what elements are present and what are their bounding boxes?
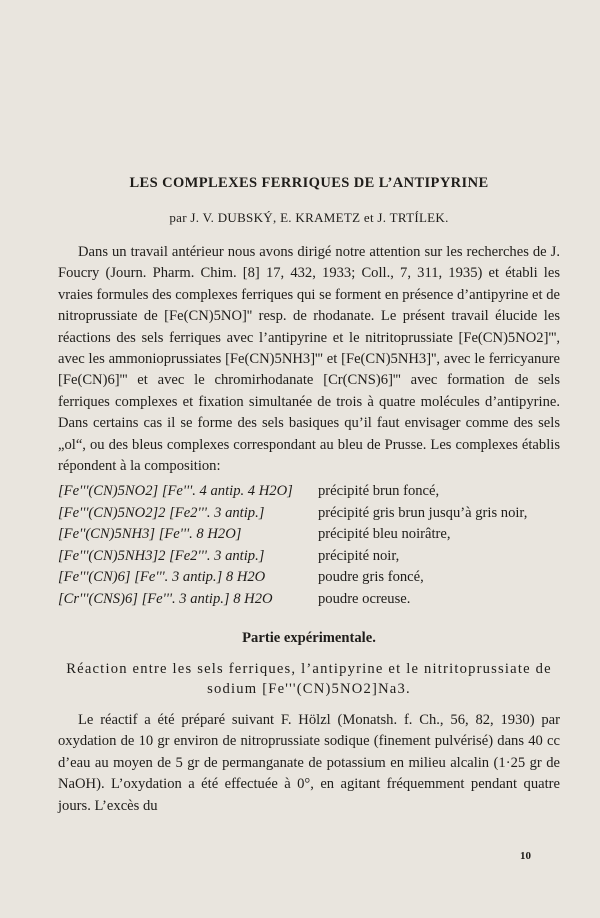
article-authors: par J. V. DUBSKÝ, E. KRAMETZ et J. TRTÍLEK.	[169, 210, 449, 225]
article	[58, 175, 560, 817]
page-number: 10	[520, 850, 531, 862]
complex-row	[58, 481, 560, 502]
complex-description: poudre ocreuse.	[318, 590, 411, 607]
complex-row	[58, 589, 560, 610]
complex-row	[58, 524, 560, 545]
complex-description: précipité brun foncé,	[318, 483, 440, 500]
complex-row	[58, 546, 560, 567]
complex-description: poudre gris foncé,	[318, 569, 424, 586]
intro-paragraph: Dans un travail antérieur nous avons dirigé notre attention sur les recherches de J. Foucry (Journ. Pharm. Chim. [8] 17, 432, 1933; Coll., 7, 311, 1935) et établi les vraies formules des complexes ferriques qui se forment en présence d’antipyrine et de nitroprussiate de [Fe(CN)5NO]'' resp. de rhodanate. Le présent travail élucide les réactions des sels ferriques avec l’antipyrine et le nitritoprussiate [Fe(CN)5NO2]''', avec les ammonioprussiates [Fe(CN)5NH3]''' et [Fe(CN)5NH3]'', avec le ferricyanure [Fe(CN)6]''' et avec le chromirhodanate [Cr(CNS)6]''' avec formation de sels ferriques complexes et fixation simultanée de trois à quatre molécules d’antipyrine. Dans certains cas il se forme des sels basiques qu’il faut envisager comme des sels „ol“, ou des bleus complexes correspondant au bleu de Prusse. Les complexes établis répondent à la composition:	[58, 244, 560, 475]
complex-formula: [Fe''(CN)5NH3] [Fe'''. 8 H2O]	[58, 526, 242, 543]
complex-row	[58, 503, 560, 524]
subsection-title: Réaction entre les sels ferriques, l’antipyrine et le nitritoprussiate de sodium [Fe'''(CN)5NO2]Na3.	[66, 660, 552, 698]
complex-formula: [Fe'''(CN)5NH3]2 [Fe2'''. 3 antip.]	[58, 547, 265, 564]
complex-description: précipité gris brun jusqu’à gris noir,	[318, 504, 528, 521]
article-title: LES COMPLEXES FERRIQUES DE L’ANTIPYRINE	[129, 175, 489, 191]
complex-formula: [Fe'''(CN)6] [Fe'''. 3 antip.] 8 H2O	[58, 569, 266, 586]
complex-formula: [Fe'''(CN)5NO2] [Fe'''. 4 antip. 4 H2O]	[58, 483, 293, 500]
section-title: Partie expérimentale.	[242, 629, 376, 646]
complex-formula: [Fe'''(CN)5NO2]2 [Fe2'''. 3 antip.]	[58, 504, 265, 521]
complex-formula: [Cr'''(CNS)6] [Fe'''. 3 antip.] 8 H2O	[58, 590, 273, 607]
experimental-paragraph: Le réactif a été préparé suivant F. Hölzl (Monatsh. f. Ch., 56, 82, 1930) par oxydation de 10 gr environ de nitroprussiate sodique (finement pulvérisé) dans 40 cc d’eau au moyen de 5 gr de permanganate de potassium en milieu alcalin (1·25 gr de NaOH). L’oxydation a été effectuée à 0°, en agitant fréquemment pendant quatre jours. L’excès du	[58, 711, 560, 814]
complex-row	[58, 567, 560, 588]
complex-description: précipité bleu noirâtre,	[318, 526, 451, 543]
complexes-list	[58, 481, 560, 609]
complex-description: précipité noir,	[318, 547, 400, 564]
